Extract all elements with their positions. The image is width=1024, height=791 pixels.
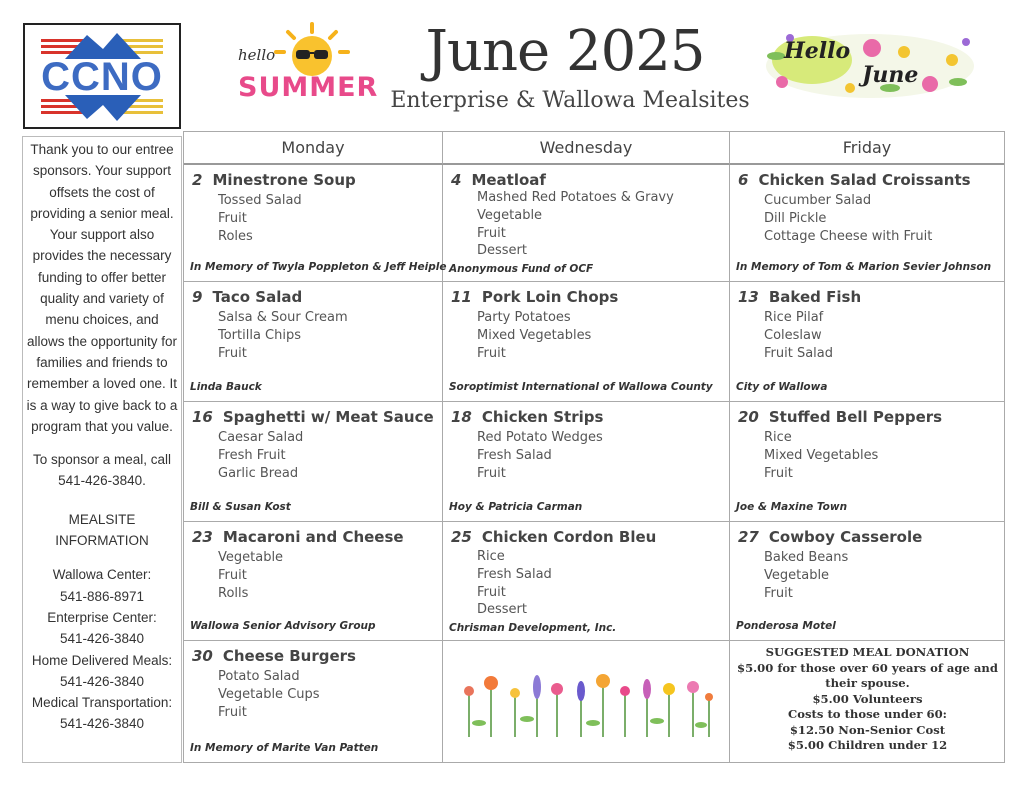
day-number: 23 (192, 528, 213, 546)
menu-items (764, 429, 878, 482)
sponsor-thanks-text: Thank you to our entree sponsors. Your support offsets the cost of providing a senior meal. Your support also provides the necessary funding to offer better quality and variety of menu choices, and allows the opportunity for families and friends to remember a loved one. It is a way to give back to a program that you value. (26, 142, 178, 434)
entree-name: Macaroni and Cheese (222, 528, 404, 546)
meal-sponsor: In Memory of Marite Van Patten (190, 742, 379, 754)
menu-item: Fruit (477, 465, 506, 481)
menu-items (218, 192, 302, 245)
entree-name: Baked Fish (768, 288, 862, 306)
meal-sponsor: Ponderosa Motel (736, 620, 836, 632)
sponsor-call-text: To sponsor a meal, call (32, 452, 172, 468)
menu-item: Fruit (218, 345, 247, 361)
menu-items (764, 192, 932, 245)
menu-cell (730, 522, 1005, 641)
day-number: 25 (451, 528, 472, 546)
menu-cell (184, 282, 443, 402)
meal-sponsor: Soroptimist International of Wallowa County (449, 381, 713, 393)
day-number: 20 (738, 408, 759, 426)
day-number: 9 (192, 288, 203, 306)
menu-cell (443, 522, 730, 641)
menu-item: Mixed Vegetables (764, 447, 879, 463)
menu-items (764, 549, 848, 602)
menu-cell (443, 402, 730, 522)
menu-item: Fruit (477, 345, 506, 361)
menu-cell (184, 402, 443, 522)
donation-line: Costs to those under 60: (788, 707, 947, 721)
page-subtitle: Enterprise & Wallowa Mealsites (390, 88, 750, 113)
menu-item: Tossed Salad (218, 193, 302, 208)
wildflowers-icon (457, 671, 717, 741)
entree-name: Meatloaf (471, 171, 546, 189)
menu-day (192, 171, 356, 189)
menu-cell (730, 165, 1005, 282)
ccno-logo (23, 23, 181, 129)
meal-sponsor: Linda Bauck (190, 381, 262, 393)
hello-text: hello (238, 46, 276, 64)
meal-sponsor: Hoy & Patricia Carman (449, 501, 583, 513)
menu-item: Mashed Red Potatoes & Gravy (477, 190, 674, 205)
enterprise-center-phone: 541-426-3840 (59, 631, 145, 647)
day-number: 27 (738, 528, 759, 546)
menu-item: Cottage Cheese with Fruit (764, 228, 933, 244)
menu-day (738, 528, 922, 546)
enterprise-center-label: Enterprise Center: (47, 609, 157, 625)
menu-cell (184, 641, 443, 762)
menu-item: Fruit (218, 704, 247, 720)
menu-item: Fruit (218, 210, 247, 226)
menu-cell (184, 165, 447, 282)
menu-cell (443, 282, 730, 402)
donation-heading: SUGGESTED MEAL DONATION (765, 645, 970, 659)
menu-item: Fresh Salad (477, 566, 552, 582)
entree-name: Cheese Burgers (222, 647, 356, 665)
menu-item: Rice (764, 430, 792, 445)
meal-sponsor: City of Wallowa (736, 381, 828, 393)
meal-sponsor: Bill & Susan Kost (190, 501, 291, 513)
menu-day (451, 408, 603, 426)
menu-item: Vegetable Cups (218, 686, 320, 702)
medical-transport-phone: 541-426-3840 (59, 716, 145, 732)
day-number: 30 (192, 647, 213, 665)
entree-name: Taco Salad (212, 288, 303, 306)
menu-cell (730, 402, 1005, 522)
menu-item: Dill Pickle (764, 210, 827, 226)
medical-transport-label: Medical Transportation: (31, 695, 173, 711)
day-header-friday: Friday (730, 131, 1004, 165)
donation-line: $5.00 Children under 12 (787, 738, 948, 752)
day-number: 2 (192, 171, 203, 189)
menu-item: Vegetable (764, 567, 830, 583)
home-delivered-phone: 541-426-3840 (59, 673, 145, 689)
logo-text: CCNO (41, 55, 163, 99)
menu-day (192, 647, 356, 665)
menu-items (218, 549, 283, 602)
menu-item: Fresh Salad (477, 447, 552, 463)
menu-item: Salsa & Sour Cream (218, 310, 348, 325)
meal-sponsor: In Memory of Tom & Marion Sevier Johnson (736, 261, 992, 273)
meal-sponsor: In Memory of Twyla Poppleton & Jeff Heiple (190, 261, 447, 273)
menu-items (218, 309, 348, 362)
entree-name: Chicken Strips (481, 408, 604, 426)
entree-name: Spaghetti w/ Meat Sauce (222, 408, 434, 426)
menu-day (451, 288, 618, 306)
day-number: 16 (192, 408, 213, 426)
meal-sponsor: Anonymous Fund of OCF (449, 263, 594, 275)
entree-name: Pork Loin Chops (481, 288, 619, 306)
menu-day (192, 288, 302, 306)
menu-item: Rice Pilaf (764, 310, 824, 325)
meal-sponsor: Joe & Maxine Town (736, 501, 848, 513)
menu-item: Coleslaw (764, 327, 822, 343)
menu-item: Fruit (477, 584, 506, 600)
donation-line: $12.50 Non-Senior Cost (789, 722, 946, 737)
mealsite-heading: MEALSITE INFORMATION (55, 511, 149, 549)
day-number: 11 (451, 288, 472, 306)
suggested-donation (730, 645, 1005, 754)
donation-line: their spouse. (825, 676, 910, 690)
day-number: 4 (451, 171, 462, 189)
menu-item: Dessert (477, 602, 527, 618)
sponsor-phone: 541-426-3840. (58, 473, 146, 489)
menu-day (192, 528, 404, 546)
sidebar (22, 136, 182, 763)
entree-name: Minestrone Soup (212, 171, 356, 189)
day-number: 13 (738, 288, 759, 306)
hello-june-hello: Hello (784, 38, 851, 64)
day-header-wednesday: Wednesday (443, 131, 730, 165)
meal-sponsor: Wallowa Senior Advisory Group (190, 620, 376, 632)
menu-item: Red Potato Wedges (477, 430, 603, 445)
page-title: June 2025 (425, 19, 705, 84)
menu-item: Potato Salad (218, 669, 300, 684)
donation-line: $5.00 for those over 60 years of age and (737, 660, 998, 675)
menu-item: Garlic Bread (218, 465, 299, 481)
menu-item: Fruit (764, 465, 793, 481)
menu-day (192, 408, 434, 426)
menu-cell (184, 522, 443, 641)
entree-name: Chicken Salad Croissants (758, 171, 971, 189)
menu-item: Caesar Salad (218, 430, 304, 445)
summer-text: SUMMER (238, 72, 379, 103)
home-delivered-label: Home Delivered Meals: (31, 652, 173, 668)
entree-name: Stuffed Bell Peppers (768, 408, 943, 426)
menu-item: Tortilla Chips (218, 327, 302, 343)
day-header-monday: Monday (184, 131, 443, 165)
menu-item: Rice (477, 549, 505, 564)
menu-item: Fresh Fruit (218, 447, 286, 463)
entree-name: Cowboy Casserole (768, 528, 923, 546)
menu-items (764, 309, 833, 362)
menu-day (738, 288, 861, 306)
menu-item: Vegetable (218, 550, 284, 565)
menu-item: Roles (218, 228, 253, 244)
donation-line: $5.00 Volunteers (812, 691, 923, 706)
menu-cell (443, 165, 730, 282)
menu-item: Party Potatoes (477, 310, 571, 325)
menu-item: Baked Beans (764, 550, 849, 565)
menu-item: Mixed Vegetables (477, 327, 592, 343)
menu-item: Vegetable (477, 207, 543, 223)
hello-june-graphic (762, 24, 977, 104)
flower-cell (443, 641, 730, 762)
menu-day (738, 171, 971, 189)
hello-june-june: June (862, 62, 919, 88)
wallowa-center-label: Wallowa Center: (52, 567, 152, 583)
menu-items (477, 548, 552, 619)
menu-items (477, 309, 591, 362)
meal-sponsor: Chrisman Development, Inc. (449, 622, 617, 634)
menu-item: Cucumber Salad (764, 193, 872, 208)
menu-items (218, 668, 320, 721)
entree-name: Chicken Cordon Bleu (481, 528, 657, 546)
hello-summer-graphic (232, 22, 379, 112)
wallowa-center-phone: 541-886-8971 (59, 588, 145, 604)
menu-item: Fruit (218, 567, 247, 583)
menu-items (477, 429, 603, 482)
menu-item: Rolls (218, 585, 249, 601)
menu-cell (730, 282, 1005, 402)
menu-item: Fruit (477, 225, 506, 241)
menu-item: Fruit (764, 585, 793, 601)
menu-items (477, 189, 674, 260)
day-number: 6 (738, 171, 749, 189)
menu-day (451, 528, 656, 546)
menu-items (218, 429, 303, 482)
menu-day (738, 408, 942, 426)
menu-day (451, 171, 546, 189)
day-number: 18 (451, 408, 472, 426)
menu-item: Fruit Salad (764, 345, 834, 361)
menu-item: Dessert (477, 243, 527, 259)
